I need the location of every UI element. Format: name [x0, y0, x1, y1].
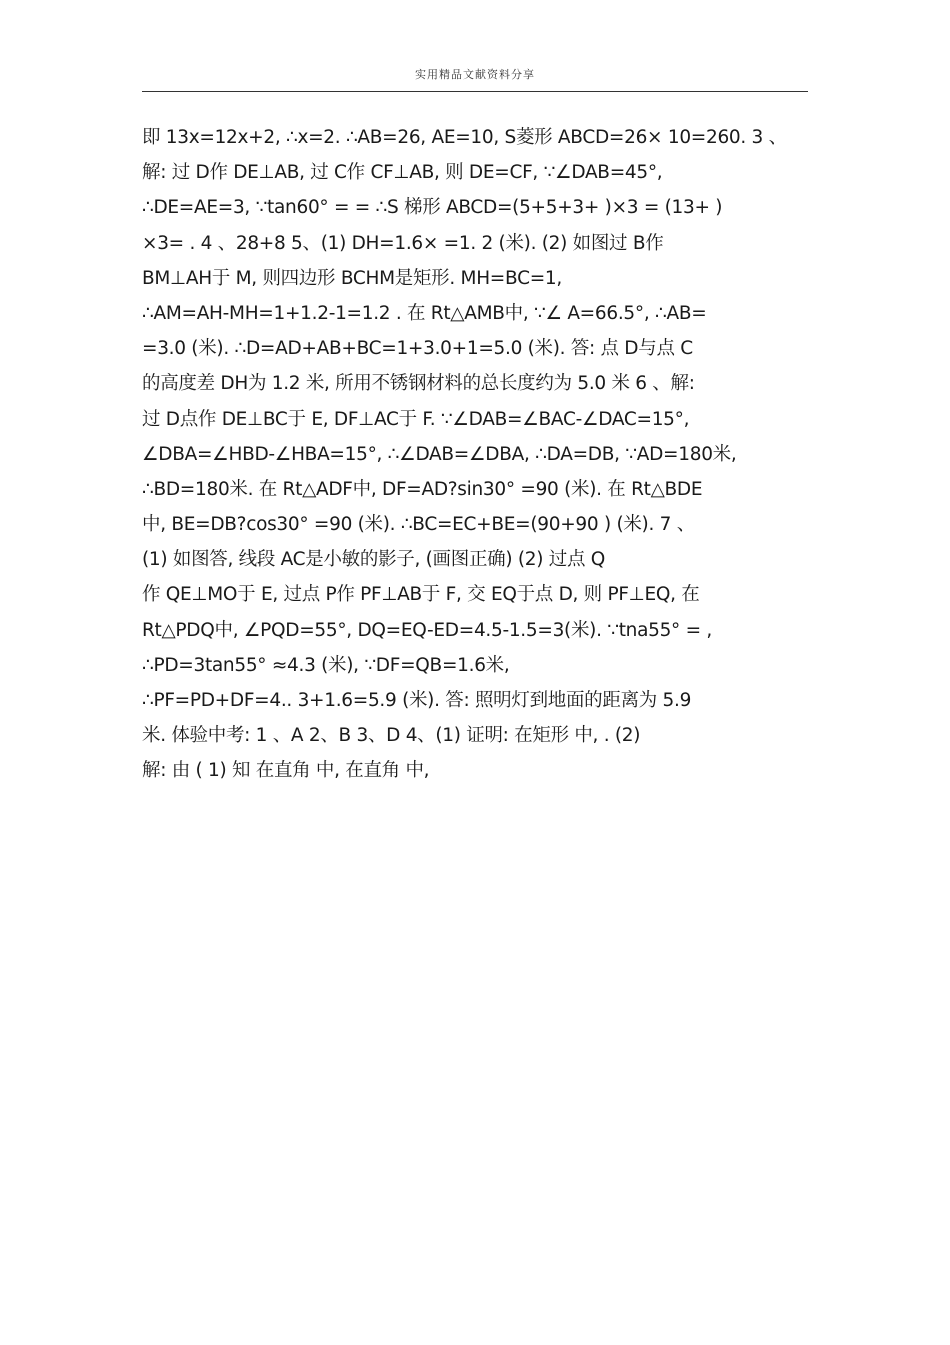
text-line-9: 过 D点作 DE⊥BC于 E, DF⊥AC于 F. ∵∠DAB=∠BAC-∠DAC=15°, [142, 408, 690, 430]
text-line-15: Rt△PDQ中, ∠PQD=55°, DQ=EQ-ED=4.5-1.5=3(米). ∵tna55° = , [142, 619, 712, 641]
text-line-18: 米. 体验中考: 1 、A 2、B 3、D 4、(1) 证明: 在矩形 中, . (2) [142, 725, 641, 747]
text-line-13: (1) 如图答, 线段 AC是小敏的影子, (画图正确) (2) 过点 Q [142, 549, 605, 571]
text-line-6: ∴AM=AH-MH=1+1.2-1=1.2 . 在 Rt△AMB中, ∵∠ A=66.5°, ∴AB= [142, 302, 707, 324]
text-line-1: 即 13x=12x+2, ∴x=2. ∴AB=26, AE=10, S菱形 ABCD=26× 10=260. 3 、 [142, 127, 787, 148]
text-line-17: ∴PF=PD+DF=4.. 3+1.6=5.9 (米). 答: 照明灯到地面的距离为 5.9 [142, 690, 692, 711]
page-header: 实用精品文献资料分享 [415, 68, 535, 81]
text-line-12: 中, BE=DB?cos30° =90 (米). ∴BC=EC+BE=(90+90 ) (米). 7 、 [142, 514, 695, 536]
text-line-8: 的高度差 DH为 1.2 米, 所用不锈钢材料的总长度约为 5.0 米 6 、解: [142, 373, 695, 395]
text-line-11: ∴BD=180米. 在 Rt△ADF中, DF=AD?sin30° =90 (米). 在 Rt△BDE [142, 478, 703, 500]
text-line-2: 解: 过 D作 DE⊥AB, 过 C作 CF⊥AB, 则 DE=CF, ∵∠DAB=45°, [142, 162, 663, 184]
header-divider [142, 91, 808, 92]
text-line-3: ∴DE=AE=3, ∵tan60° = = ∴S 梯形 ABCD=(5+5+3+ )×3 = (13+ ) [142, 197, 723, 219]
document-body [142, 120, 822, 789]
text-line-10: ∠DBA=∠HBD-∠HBA=15°, ∴∠DAB=∠DBA, ∴DA=DB, ∵AD=180米, [142, 443, 737, 465]
text-line-16: ∴PD=3tan55° ≈4.3 (米), ∵DF=QB=1.6米, [142, 654, 510, 676]
text-line-7: =3.0 (米). ∴D=AD+AB+BC=1+3.0+1=5.0 (米). 答: 点 D与点 C [142, 338, 693, 360]
text-line-5: BM⊥AH于 M, 则四边形 BCHM是矩形. MH=BC=1, [142, 267, 562, 289]
text-line-4: ×3= . 4 、28+8 5、(1) DH=1.6× =1. 2 (米). (2) 如图过 B作 [142, 232, 664, 254]
text-line-19: 解: 由 ( 1) 知 在直角 中, 在直角 中, [142, 760, 430, 782]
text-line-14: 作 QE⊥MO于 E, 过点 P作 PF⊥AB于 F, 交 EQ于点 D, 则 PF⊥EQ, 在 [142, 584, 700, 606]
